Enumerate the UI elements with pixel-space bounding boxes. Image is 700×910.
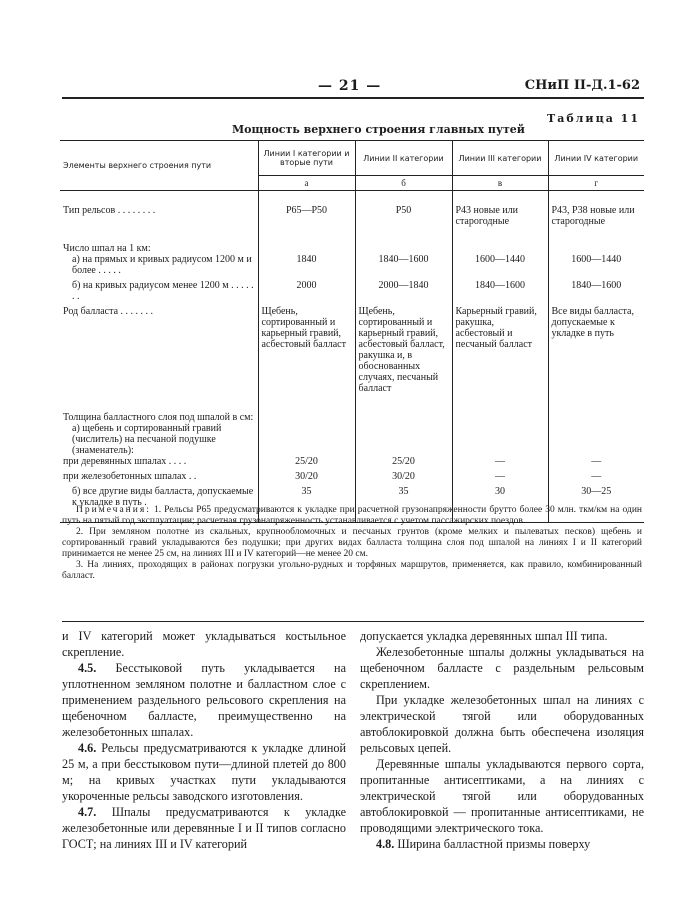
notes-label: Примечания: xyxy=(76,505,151,515)
table-cell: — xyxy=(452,467,548,482)
table-cell xyxy=(258,423,355,456)
table-cell xyxy=(452,398,548,423)
row-label: при деревянных шпалах . . . . xyxy=(60,456,258,467)
table-cell: — xyxy=(548,456,644,467)
paragraph xyxy=(62,628,346,660)
paragraph xyxy=(360,692,644,756)
table-cell: 2000—1840 xyxy=(355,276,452,302)
column-header: Линии III категории xyxy=(452,141,548,176)
table-cell xyxy=(548,398,644,423)
paragraph xyxy=(62,804,346,852)
paragraph xyxy=(360,628,644,644)
table-cell xyxy=(355,235,452,254)
paragraph xyxy=(360,644,644,692)
table-cell: 30/20 xyxy=(258,467,355,482)
table-cell: 1840—1600 xyxy=(355,254,452,276)
table-cell: 25/20 xyxy=(258,456,355,467)
table-cell: Р50 xyxy=(355,191,452,236)
column-header: Элементы верхнего строения пути xyxy=(60,141,258,191)
row-label: б) все другие виды балласта, допускаемые к укладке в путь . xyxy=(60,482,258,523)
paragraph-text: Рельсы предусматриваются к укладке длиной 25 м, а при бесстыковом пути—длиной плетей до 800 м; на кривых участках пути укладываются укороченные рельсы заводского изготовления. xyxy=(62,741,347,803)
paragraph xyxy=(62,740,346,804)
table-cell: 2000 xyxy=(258,276,355,302)
table-row xyxy=(60,456,644,467)
column-letter: в xyxy=(452,176,548,191)
row-label: при железобетонных шпалах . . xyxy=(60,467,258,482)
table-row xyxy=(60,423,644,456)
body-left-column xyxy=(62,628,346,852)
row-label: а) щебень и сортированный гравий (числитель) на песчаной подушке (знаменатель): xyxy=(60,423,258,456)
clause-number: 4.5. xyxy=(78,661,97,675)
table-cell: Р65—Р50 xyxy=(258,191,355,236)
table-cell: Щебень, сортированный и карьерный гравий, асбестовый балласт, ракушка и, в обоснованных случаях, песчаный балласт xyxy=(355,302,452,398)
table-cell: Карьерный гравий, ракушка, асбестовый и песчаный балласт xyxy=(452,302,548,398)
clause-number: 4.7. xyxy=(78,805,97,819)
paragraph xyxy=(360,756,644,836)
table-cell xyxy=(452,235,548,254)
table-row xyxy=(60,191,644,236)
paragraph-text: допускается укладка деревянных шпал III типа. xyxy=(360,629,608,643)
table-row xyxy=(60,302,644,398)
note-3: 3. На линиях, проходящих в районах погрузки угольно-рудных и торфяных маршрутов, применяется, как правило, комбинированный балласт. xyxy=(62,560,642,581)
column-header: Линии I категории и вторые пути xyxy=(258,141,355,176)
row-label: Толщина балластного слоя под шпалой в см: xyxy=(60,398,258,423)
table-cell: 25/20 xyxy=(355,456,452,467)
column-header: Линии II категории xyxy=(355,141,452,176)
table-cell: 30—25 xyxy=(548,482,644,523)
table-row xyxy=(60,398,644,423)
note-2: 2. При земляном полотне из скальных, крупнообломочных и песчаных грунтов (кроме мелких и пылеватых песков) щебень и сортированный гравий укладываются без подушки; при других видах балласта толщина слоя под шпалой на линиях I и II категорий принимается не менее 25 см, на линиях III и IV категорий—не менее 20 см. xyxy=(62,527,642,559)
paragraph-text: Железобетонные шпалы должны укладываться на щебеночном балласте с раздельным рельсовым скреплением. xyxy=(360,645,644,691)
body-right-column xyxy=(360,628,644,852)
table-cell xyxy=(355,398,452,423)
table-cell: 35 xyxy=(355,482,452,523)
table-cell: 1840 xyxy=(258,254,355,276)
row-label: Род балласта . . . . . . . xyxy=(60,302,258,398)
note-1: 1. Рельсы Р65 предусматриваются к укладке при расчетной грузонапряженности брутто более 30 млн. ткм/км на один путь на пятый год эксплуатации; расчетная грузонапряженность устанавливается с учетом пассажирских поездов. xyxy=(62,505,643,526)
table-cell: Р43 новые или старогодные xyxy=(452,191,548,236)
table-cell: — xyxy=(452,456,548,467)
table-number: Таблица 11 xyxy=(547,112,640,125)
table-row xyxy=(60,254,644,276)
row-label: а) на прямых и кривых радиусом 1200 м и более . . . . . xyxy=(60,254,258,276)
table-cell: Р43, Р38 новые или старогодные xyxy=(548,191,644,236)
table-cell: — xyxy=(548,467,644,482)
paragraph xyxy=(62,660,346,740)
row-label: Тип рельсов . . . . . . . . xyxy=(60,191,258,236)
column-letter: б xyxy=(355,176,452,191)
paragraph-text: При укладке железобетонных шпал на линиях с электрической тягой или оборудованных автоблокировкой должна быть обеспечена изоляция рельсовых цепей. xyxy=(360,693,644,755)
document-code: СНиП II-Д.1-62 xyxy=(524,78,640,93)
table-cell xyxy=(452,423,548,456)
paragraph-text: Бесстыковой путь укладывается на уплотненном земляном полотне и балластном слое с применением раздельного рельсового скрепления на щебеночном балласте, преимущественно на железобетонных шпалах. xyxy=(62,661,346,739)
table-cell: Щебень, сортированный и карьерный гравий, асбестовый балласт xyxy=(258,302,355,398)
column-header: Линии IV категории xyxy=(548,141,644,176)
paragraph-text: Деревянные шпалы укладываются первого сорта, пропитанные антисептиками, а на линиях с электрической тягой или оборудованных автоблокировкой — пропитанные антисептиками, не проводящими электрического тока. xyxy=(360,757,644,835)
table-cell: Все виды балласта, допускаемые к укладке в путь xyxy=(548,302,644,398)
table-cell: 30/20 xyxy=(355,467,452,482)
table-cell xyxy=(355,423,452,456)
table-row xyxy=(60,235,644,254)
table-notes xyxy=(62,505,642,582)
table-cell: 35 xyxy=(258,482,355,523)
header-rule xyxy=(62,97,644,99)
track-structure-table xyxy=(60,140,644,523)
table-cell: 1840—1600 xyxy=(452,276,548,302)
table-cell: 30 xyxy=(452,482,548,523)
clause-number: 4.6. xyxy=(78,741,97,755)
clause-number: 4.8. xyxy=(376,837,395,851)
paragraph-text: и IV категорий может укладываться костыльное скрепление. xyxy=(62,629,346,659)
table-title: Мощность верхнего строения главных путей xyxy=(232,123,525,136)
page-number: — 21 — xyxy=(318,78,382,94)
column-letter: а xyxy=(258,176,355,191)
paragraph-text: Ширина балластной призмы поверху xyxy=(397,837,591,851)
table-bottom-rule xyxy=(62,621,644,622)
table-cell xyxy=(258,235,355,254)
row-label: Число шпал на 1 км: xyxy=(60,235,258,254)
table-cell: 1840—1600 xyxy=(548,276,644,302)
table-row xyxy=(60,467,644,482)
paragraph-text: Шпалы предусматриваются к укладке железобетонные или деревянные I и II типов согласно ГОСТ; на линиях III и IV категорий xyxy=(62,805,346,851)
paragraph xyxy=(360,836,644,852)
table-cell: 1600—1440 xyxy=(548,254,644,276)
table-cell: 1600—1440 xyxy=(452,254,548,276)
column-letter: г xyxy=(548,176,644,191)
row-label: б) на кривых радиусом менее 1200 м . . . . . . . xyxy=(60,276,258,302)
table-row xyxy=(60,276,644,302)
table-cell xyxy=(548,235,644,254)
table-cell xyxy=(258,398,355,423)
table-cell xyxy=(548,423,644,456)
